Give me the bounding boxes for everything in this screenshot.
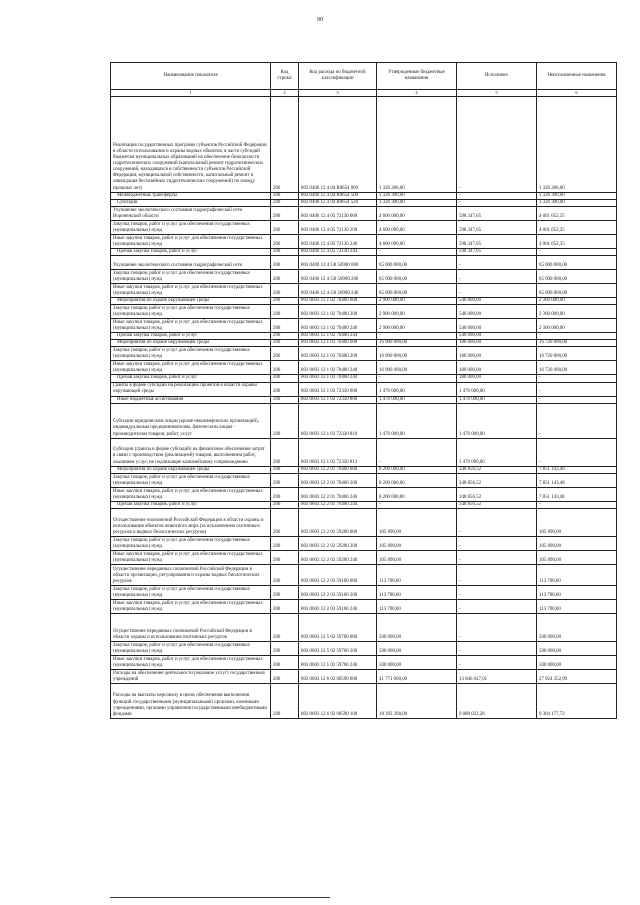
- row-line-code-cell: 200: [271, 206, 299, 220]
- row-unexecuted-cell: 113 700,00: [537, 564, 617, 585]
- row-executed-cell: -: [457, 564, 537, 585]
- row-expense-code-cell: 803 0603 12 1 02 70400 000: [299, 298, 377, 305]
- row-approved-cell: 8 200 000,00: [377, 487, 457, 501]
- row-expense-code-cell: 803 0406 12 4 05 72130 240: [299, 234, 377, 248]
- row-expense-code-cell: 803 0603 12 2 03 59100 240: [299, 599, 377, 613]
- row-executed-cell: 180 000,00: [457, 361, 537, 375]
- row-unexecuted-cell: -: [537, 396, 617, 403]
- row-approved-cell: 65 000 000,00: [377, 256, 457, 270]
- row-approved-cell: 1 470 000,00: [377, 403, 457, 438]
- row-expense-code-cell: 803 0406 12 4 05 72130 000: [299, 206, 377, 220]
- row-approved-cell: 1 326 300,00: [377, 96, 457, 192]
- row-executed-cell: -: [457, 641, 537, 655]
- table-row: [111, 466, 617, 473]
- table-row: [111, 403, 617, 438]
- row-unexecuted-cell: 113 700,00: [537, 585, 617, 599]
- row-name-cell: Улучшение экологического состояния гидрографической сети Воронежской области: [111, 206, 271, 220]
- row-approved-cell: 105 890,00: [377, 550, 457, 564]
- row-unexecuted-cell: 1 326 300,00: [537, 199, 617, 206]
- row-line-code-cell: 200: [271, 270, 299, 284]
- row-unexecuted-cell: 2 360 000,00: [537, 298, 617, 305]
- row-unexecuted-cell: -: [537, 403, 617, 438]
- table-row: [111, 599, 617, 613]
- row-executed-cell: 1 470 000,00: [457, 396, 537, 403]
- table-row: [111, 96, 617, 192]
- row-line-code-cell: 200: [271, 347, 299, 361]
- row-executed-cell: -: [457, 613, 537, 641]
- row-unexecuted-cell: 500 000,00: [537, 655, 617, 669]
- row-expense-code-cell: 803 0603 12 5 02 59700 240: [299, 655, 377, 669]
- row-line-code-cell: 200: [271, 256, 299, 270]
- row-approved-cell: 500 000,00: [377, 641, 457, 655]
- row-expense-code-cell: 803 0603 12 6 02 00590 000: [299, 669, 377, 683]
- row-line-code-cell: 200: [271, 333, 299, 340]
- row-approved-cell: -: [377, 375, 457, 382]
- row-executed-cell: -: [457, 550, 537, 564]
- row-unexecuted-cell: 7 851 143,48: [537, 473, 617, 487]
- row-executed-cell: 1 470 000,00: [457, 403, 537, 438]
- row-line-code-cell: 200: [271, 248, 299, 255]
- header-unexecuted: Неисполненные назначения: [537, 63, 617, 90]
- row-approved-cell: 1 326 300,00: [377, 192, 457, 199]
- row-line-code-cell: 200: [271, 585, 299, 599]
- row-expense-code-cell: 803 0406 12 4 05 72130 200: [299, 220, 377, 234]
- row-line-code-cell: 200: [271, 305, 299, 319]
- row-line-code-cell: 200: [271, 396, 299, 403]
- table-row: [111, 298, 617, 305]
- header-executed: Исполнено: [457, 63, 537, 90]
- row-unexecuted-cell: -: [537, 248, 617, 255]
- row-approved-cell: 105 890,00: [377, 508, 457, 536]
- row-unexecuted-cell: 16 720 000,00: [537, 347, 617, 361]
- table-row: [111, 508, 617, 536]
- row-line-code-cell: 200: [271, 192, 299, 199]
- row-executed-cell: 348 856,52: [457, 501, 537, 508]
- row-expense-code-cell: 803 0603 12 1 02 70400 200: [299, 305, 377, 319]
- header-approved: Утвержденные бюджетные назначения: [377, 63, 457, 90]
- row-name-cell: Закупка товаров, работ и услуг для обеспечения государственных (муниципальных) нужд: [111, 270, 271, 284]
- row-approved-cell: 65 000 000,00: [377, 270, 457, 284]
- row-line-code-cell: 200: [271, 220, 299, 234]
- row-unexecuted-cell: 7 851 143,48: [537, 487, 617, 501]
- column-number: 5: [457, 90, 537, 97]
- row-line-code-cell: 200: [271, 487, 299, 501]
- row-expense-code-cell: 803 0603 12 1 03 72330 810: [299, 403, 377, 438]
- row-expense-code-cell: 803 0603 12 1 03 72330 800: [299, 396, 377, 403]
- row-executed-cell: 598 347,65: [457, 220, 537, 234]
- row-approved-cell: 65 000 000,00: [377, 284, 457, 298]
- row-name-cell: Иные закупки товаров, работ и услуг для обеспечения государственных (муниципальных) нужд: [111, 599, 271, 613]
- row-executed-cell: -: [457, 96, 537, 192]
- row-unexecuted-cell: 1 326 300,00: [537, 192, 617, 199]
- row-approved-cell: -: [377, 438, 457, 466]
- row-expense-code-cell: 803 0603 12 1 03 70400 000: [299, 340, 377, 347]
- row-line-code-cell: 200: [271, 375, 299, 382]
- row-unexecuted-cell: -: [537, 375, 617, 382]
- row-name-cell: Закупка товаров, работ и услуг для обеспечения государственных (муниципальных) нужд: [111, 585, 271, 599]
- row-line-code-cell: 200: [271, 536, 299, 550]
- row-approved-cell: 2 900 000,00: [377, 305, 457, 319]
- row-executed-cell: 1 470 000,00: [457, 382, 537, 396]
- row-name-cell: Прочая закупка товаров, работ и услуг: [111, 333, 271, 340]
- table-row: [111, 473, 617, 487]
- row-line-code-cell: 200: [271, 564, 299, 585]
- row-expense-code-cell: 803 0406 12 4 04 R0654 000: [299, 96, 377, 192]
- row-executed-cell: -: [457, 256, 537, 270]
- table-row: [111, 375, 617, 382]
- row-executed-cell: 180 000,00: [457, 347, 537, 361]
- row-name-cell: Закупка товаров, работ и услуг для обеспечения государственных (муниципальных) нужд: [111, 305, 271, 319]
- column-number-row: [111, 90, 617, 97]
- row-unexecuted-cell: 65 000 000,00: [537, 256, 617, 270]
- row-line-code-cell: 200: [271, 641, 299, 655]
- row-expense-code-cell: 803 0603 12 2 01 70400 244: [299, 501, 377, 508]
- row-line-code-cell: 200: [271, 655, 299, 669]
- row-name-cell: Иные закупки товаров, работ и услуг для обеспечения государственных (муниципальных) нужд: [111, 319, 271, 333]
- table-row: [111, 206, 617, 220]
- row-expense-code-cell: 803 0603 12 2 02 59200 200: [299, 536, 377, 550]
- row-executed-cell: 540 000,00: [457, 305, 537, 319]
- row-executed-cell: -: [457, 599, 537, 613]
- row-name-cell: Прочая закупка товаров, работ и услуг: [111, 501, 271, 508]
- row-executed-cell: 598 347,65: [457, 206, 537, 220]
- row-expense-code-cell: 803 0603 12 2 01 70400 200: [299, 473, 377, 487]
- row-executed-cell: 540 000,00: [457, 319, 537, 333]
- row-name-cell: Иные закупки товаров, работ и услуг для обеспечения государственных (муниципальных) нужд: [111, 487, 271, 501]
- row-line-code-cell: 200: [271, 361, 299, 375]
- row-name-cell: Реализация государственных программ субъектов Российской Федерации в области использования и охраны водных объектов, в части субсидий бюджетам муниципальных образований на обеспечение безопасности гидротехнических сооружений (капитальный ремонт гидротехнических сооружений, находящихся в собственности субъектов Российской Федерации, муниципальной собственности, капитальный ремонт и ликвидация бесхозяйных гидротехнических сооружений) по поводу прошлых лет): [111, 96, 271, 192]
- table-row: [111, 319, 617, 333]
- row-name-cell: Осуществление переданных полномочий Российской Федерации в области организации, регулирования и охраны водных биологических ресурсов: [111, 564, 271, 585]
- row-approved-cell: 16 900 000,00: [377, 361, 457, 375]
- row-name-cell: Осуществление полномочий Российской Федерации в области охраны и использования объектов животного мира (за исключением охотничьих ресурсов и водных биологических ресурсов): [111, 508, 271, 536]
- table-row: [111, 340, 617, 347]
- row-approved-cell: 2 900 000,00: [377, 319, 457, 333]
- row-unexecuted-cell: -: [537, 382, 617, 396]
- table-row: [111, 284, 617, 298]
- table-row: [111, 256, 617, 270]
- row-line-code-cell: 200: [271, 613, 299, 641]
- row-approved-cell: 4 600 000,00: [377, 220, 457, 234]
- row-approved-cell: -: [377, 501, 457, 508]
- row-name-cell: Закупка товаров, работ и услуг для обеспечения государственных (муниципальных) нужд: [111, 347, 271, 361]
- row-executed-cell: 540 000,00: [457, 333, 537, 340]
- row-executed-cell: 540 000,00: [457, 298, 537, 305]
- table-row: [111, 396, 617, 403]
- row-expense-code-cell: 803 0406 12 4 04 R0654 500: [299, 192, 377, 199]
- table-row: [111, 248, 617, 255]
- row-unexecuted-cell: 27 924 352,99: [537, 669, 617, 683]
- row-expense-code-cell: 803 0603 12 1 03 72330 813: [299, 438, 377, 466]
- row-expense-code-cell: 803 0603 12 1 03 70400 244: [299, 375, 377, 382]
- row-expense-code-cell: 803 0603 12 2 01 70400 240: [299, 487, 377, 501]
- row-line-code-cell: 200: [271, 298, 299, 305]
- row-unexecuted-cell: -: [537, 333, 617, 340]
- row-executed-cell: 348 856,52: [457, 466, 537, 473]
- row-approved-cell: 18 392 200,00: [377, 683, 457, 718]
- row-name-cell: Осуществление переданных полномочий Российской Федерации в области охраны и использования охотничьих ресурсов: [111, 613, 271, 641]
- row-line-code-cell: 200: [271, 599, 299, 613]
- row-name-cell: Субсидии юридическим лицам (кроме некоммерческих организаций), индивидуальным предпринимателям, физическим лицам - производителям товаров, работ, услуг: [111, 403, 271, 438]
- row-approved-cell: 16 900 000,00: [377, 340, 457, 347]
- row-unexecuted-cell: 65 000 000,00: [537, 270, 617, 284]
- header-name: Наименование показателя: [111, 63, 271, 90]
- column-number: 4: [377, 90, 457, 97]
- row-executed-cell: 598 347,65: [457, 234, 537, 248]
- row-line-code-cell: 200: [271, 234, 299, 248]
- row-line-code-cell: 200: [271, 284, 299, 298]
- row-expense-code-cell: 803 0406 12 4 04 R0654 520: [299, 199, 377, 206]
- row-approved-cell: -: [377, 333, 457, 340]
- row-executed-cell: -: [457, 284, 537, 298]
- row-expense-code-cell: 803 0603 12 2 03 59100 000: [299, 564, 377, 585]
- table-row: [111, 333, 617, 340]
- table-row: [111, 234, 617, 248]
- row-expense-code-cell: 803 0603 12 2 02 59200 000: [299, 508, 377, 536]
- row-expense-code-cell: 803 0603 12 5 02 59700 200: [299, 641, 377, 655]
- table-row: [111, 564, 617, 585]
- row-name-cell: Гранты в форме субсидий на реализацию проектов в области охраны окружающей среды: [111, 382, 271, 396]
- row-name-cell: Прочая закупка товаров, работ и услуг: [111, 375, 271, 382]
- table-row: [111, 305, 617, 319]
- table-row: [111, 683, 617, 718]
- table-body: [111, 96, 617, 718]
- row-name-cell: Прочая закупка товаров, работ и услуг: [111, 248, 271, 255]
- column-number: 1: [111, 90, 271, 97]
- row-approved-cell: 16 900 000,00: [377, 347, 457, 361]
- row-name-cell: Иные закупки товаров, работ и услуг для обеспечения государственных (муниципальных) нужд: [111, 361, 271, 375]
- row-approved-cell: 113 700,00: [377, 599, 457, 613]
- table-row: [111, 585, 617, 599]
- table-row: [111, 220, 617, 234]
- row-executed-cell: 348 856,52: [457, 487, 537, 501]
- row-executed-cell: 348 856,52: [457, 473, 537, 487]
- row-name-cell: Закупка товаров, работ и услуг для обеспечения государственных (муниципальных) нужд: [111, 473, 271, 487]
- table-row: [111, 347, 617, 361]
- table-row: [111, 550, 617, 564]
- row-executed-cell: 13 846 647,01: [457, 669, 537, 683]
- table-row: [111, 536, 617, 550]
- row-line-code-cell: 200: [271, 508, 299, 536]
- row-unexecuted-cell: 105 890,00: [537, 550, 617, 564]
- row-line-code-cell: 200: [271, 501, 299, 508]
- column-number: 6: [537, 90, 617, 97]
- row-expense-code-cell: 803 0603 12 1 03 70400 200: [299, 347, 377, 361]
- row-line-code-cell: 200: [271, 473, 299, 487]
- row-approved-cell: 500 000,00: [377, 655, 457, 669]
- table-row: [111, 382, 617, 396]
- row-unexecuted-cell: 16 720 000,00: [537, 361, 617, 375]
- row-name-cell: Закупка товаров, работ и услуг для обеспечения государственных (муниципальных) нужд: [111, 220, 271, 234]
- budget-execution-table: [110, 62, 617, 719]
- row-approved-cell: 1 326 300,00: [377, 199, 457, 206]
- row-expense-code-cell: 803 0603 12 1 02 70400 240: [299, 319, 377, 333]
- row-expense-code-cell: 803 0603 12 1 02 70400 244: [299, 333, 377, 340]
- row-name-cell: Субсидии (гранты в форме субсидий) на финансовое обеспечение затрат в связи с производством (реализацией) товаров, выполнением работ, оказанием услуг, не подлежащие казначейскому сопровождению: [111, 438, 271, 466]
- row-approved-cell: 8 200 000,00: [377, 473, 457, 487]
- row-name-cell: Мероприятия по охране окружающей среды: [111, 298, 271, 305]
- row-approved-cell: 1 470 000,00: [377, 396, 457, 403]
- row-executed-cell: -: [457, 655, 537, 669]
- row-expense-code-cell: 803 0603 12 2 02 59200 240: [299, 550, 377, 564]
- table-row: [111, 487, 617, 501]
- row-executed-cell: 1 470 000,00: [457, 438, 537, 466]
- row-name-cell: Иные закупки товаров, работ и услуг для обеспечения государственных (муниципальных) нужд: [111, 550, 271, 564]
- row-expense-code-cell: 803 0406 12 4 G8 50900 240: [299, 284, 377, 298]
- row-unexecuted-cell: 1 326 300,00: [537, 96, 617, 192]
- table-header-row: [111, 63, 617, 90]
- row-name-cell: Субсидии: [111, 199, 271, 206]
- row-approved-cell: 41 771 000,00: [377, 669, 457, 683]
- row-approved-cell: 113 700,00: [377, 585, 457, 599]
- row-expense-code-cell: 803 0406 12 4 G8 50900 000: [299, 256, 377, 270]
- row-unexecuted-cell: 16 720 000,00: [537, 340, 617, 347]
- row-unexecuted-cell: 2 360 000,00: [537, 319, 617, 333]
- table-row: [111, 361, 617, 375]
- table-row: [111, 199, 617, 206]
- row-name-cell: Иные бюджетные ассигнования: [111, 396, 271, 403]
- row-name-cell: Улучшение экологического состояния гидрографической сети: [111, 256, 271, 270]
- row-unexecuted-cell: 65 000 000,00: [537, 284, 617, 298]
- row-unexecuted-cell: -: [537, 438, 617, 466]
- row-unexecuted-cell: 4 001 652,35: [537, 234, 617, 248]
- row-expense-code-cell: 803 0603 12 5 02 59700 000: [299, 613, 377, 641]
- row-approved-cell: 2 900 000,00: [377, 298, 457, 305]
- row-unexecuted-cell: 4 001 652,35: [537, 206, 617, 220]
- row-expense-code-cell: 803 0603 12 1 03 70400 240: [299, 361, 377, 375]
- table-row: [111, 655, 617, 669]
- row-line-code-cell: 200: [271, 340, 299, 347]
- row-unexecuted-cell: 500 000,00: [537, 641, 617, 655]
- row-expense-code-cell: 803 0603 12 2 01 70400 000: [299, 466, 377, 473]
- row-name-cell: Расходы на выплаты персоналу в целях обеспечения выполнения функций государственными (муниципальными) органами, казенными учреждениями, органами управления государственными внебюджетными фондами: [111, 683, 271, 718]
- row-line-code-cell: 200: [271, 550, 299, 564]
- row-executed-cell: -: [457, 508, 537, 536]
- row-line-code-cell: 200: [271, 438, 299, 466]
- table-row: [111, 270, 617, 284]
- table-row: [111, 501, 617, 508]
- row-executed-cell: 598 347,65: [457, 248, 537, 255]
- row-unexecuted-cell: 105 890,00: [537, 536, 617, 550]
- row-name-cell: Иные закупки товаров, работ и услуг для обеспечения государственных (муниципальных) нужд: [111, 234, 271, 248]
- row-approved-cell: 105 890,00: [377, 536, 457, 550]
- footer-rule: [110, 897, 330, 898]
- row-name-cell: Мероприятия по охране окружающей среды: [111, 340, 271, 347]
- row-unexecuted-cell: 2 360 000,00: [537, 305, 617, 319]
- row-name-cell: Закупка товаров, работ и услуг для обеспечения государственных (муниципальных) нужд: [111, 641, 271, 655]
- row-executed-cell: -: [457, 199, 537, 206]
- row-line-code-cell: 200: [271, 403, 299, 438]
- row-line-code-cell: 200: [271, 683, 299, 718]
- row-executed-cell: -: [457, 192, 537, 199]
- row-executed-cell: 9 088 022,28: [457, 683, 537, 718]
- row-line-code-cell: 200: [271, 466, 299, 473]
- row-expense-code-cell: 803 0406 12 4 G8 50900 200: [299, 270, 377, 284]
- row-expense-code-cell: 803 0406 12 4 05 72130 244: [299, 248, 377, 255]
- row-approved-cell: 8 200 000,00: [377, 466, 457, 473]
- row-line-code-cell: 200: [271, 382, 299, 396]
- row-name-cell: Мероприятия по охране окружающей среды: [111, 466, 271, 473]
- row-approved-cell: 1 470 000,00: [377, 382, 457, 396]
- row-expense-code-cell: 803 0603 12 6 02 00590 100: [299, 683, 377, 718]
- row-line-code-cell: 200: [271, 199, 299, 206]
- row-executed-cell: 180 000,00: [457, 340, 537, 347]
- row-executed-cell: -: [457, 270, 537, 284]
- row-name-cell: Закупка товаров, работ и услуг для обеспечения государственных (муниципальных) нужд: [111, 536, 271, 550]
- row-line-code-cell: 200: [271, 319, 299, 333]
- row-executed-cell: 180 000,00: [457, 375, 537, 382]
- row-approved-cell: 500 000,00: [377, 613, 457, 641]
- row-unexecuted-cell: -: [537, 501, 617, 508]
- row-unexecuted-cell: 500 000,00: [537, 613, 617, 641]
- row-expense-code-cell: 803 0603 12 1 03 72330 000: [299, 382, 377, 396]
- row-unexecuted-cell: 113 700,00: [537, 599, 617, 613]
- row-unexecuted-cell: 7 851 143,48: [537, 466, 617, 473]
- row-name-cell: Иные закупки товаров, работ и услуг для обеспечения государственных (муниципальных) нужд: [111, 284, 271, 298]
- row-approved-cell: 4 600 000,00: [377, 206, 457, 220]
- row-name-cell: Межбюджетные трансферты: [111, 192, 271, 199]
- table-row: [111, 641, 617, 655]
- page-number: 90: [317, 17, 323, 23]
- header-line-code: Код строки: [271, 63, 299, 90]
- table-row: [111, 438, 617, 466]
- row-name-cell: Иные закупки товаров, работ и услуг для обеспечения государственных (муниципальных) нужд: [111, 655, 271, 669]
- table-row: [111, 192, 617, 199]
- table-row: [111, 669, 617, 683]
- column-number: 2: [271, 90, 299, 97]
- row-name-cell: Расходы на обеспечение деятельности (оказание услуг) государственных учреждений: [111, 669, 271, 683]
- row-executed-cell: -: [457, 585, 537, 599]
- row-line-code-cell: 200: [271, 96, 299, 192]
- table-row: [111, 613, 617, 641]
- row-approved-cell: -: [377, 248, 457, 255]
- header-expense-code: Код расхода по бюджетной классификации: [299, 63, 377, 90]
- row-executed-cell: -: [457, 536, 537, 550]
- row-unexecuted-cell: 105 890,00: [537, 508, 617, 536]
- row-unexecuted-cell: 4 001 652,35: [537, 220, 617, 234]
- row-unexecuted-cell: 9 304 177,72: [537, 683, 617, 718]
- row-approved-cell: 113 700,00: [377, 564, 457, 585]
- row-expense-code-cell: 803 0603 12 2 03 59100 200: [299, 585, 377, 599]
- column-number: 3: [299, 90, 377, 97]
- row-line-code-cell: 200: [271, 669, 299, 683]
- row-approved-cell: 4 600 000,00: [377, 234, 457, 248]
